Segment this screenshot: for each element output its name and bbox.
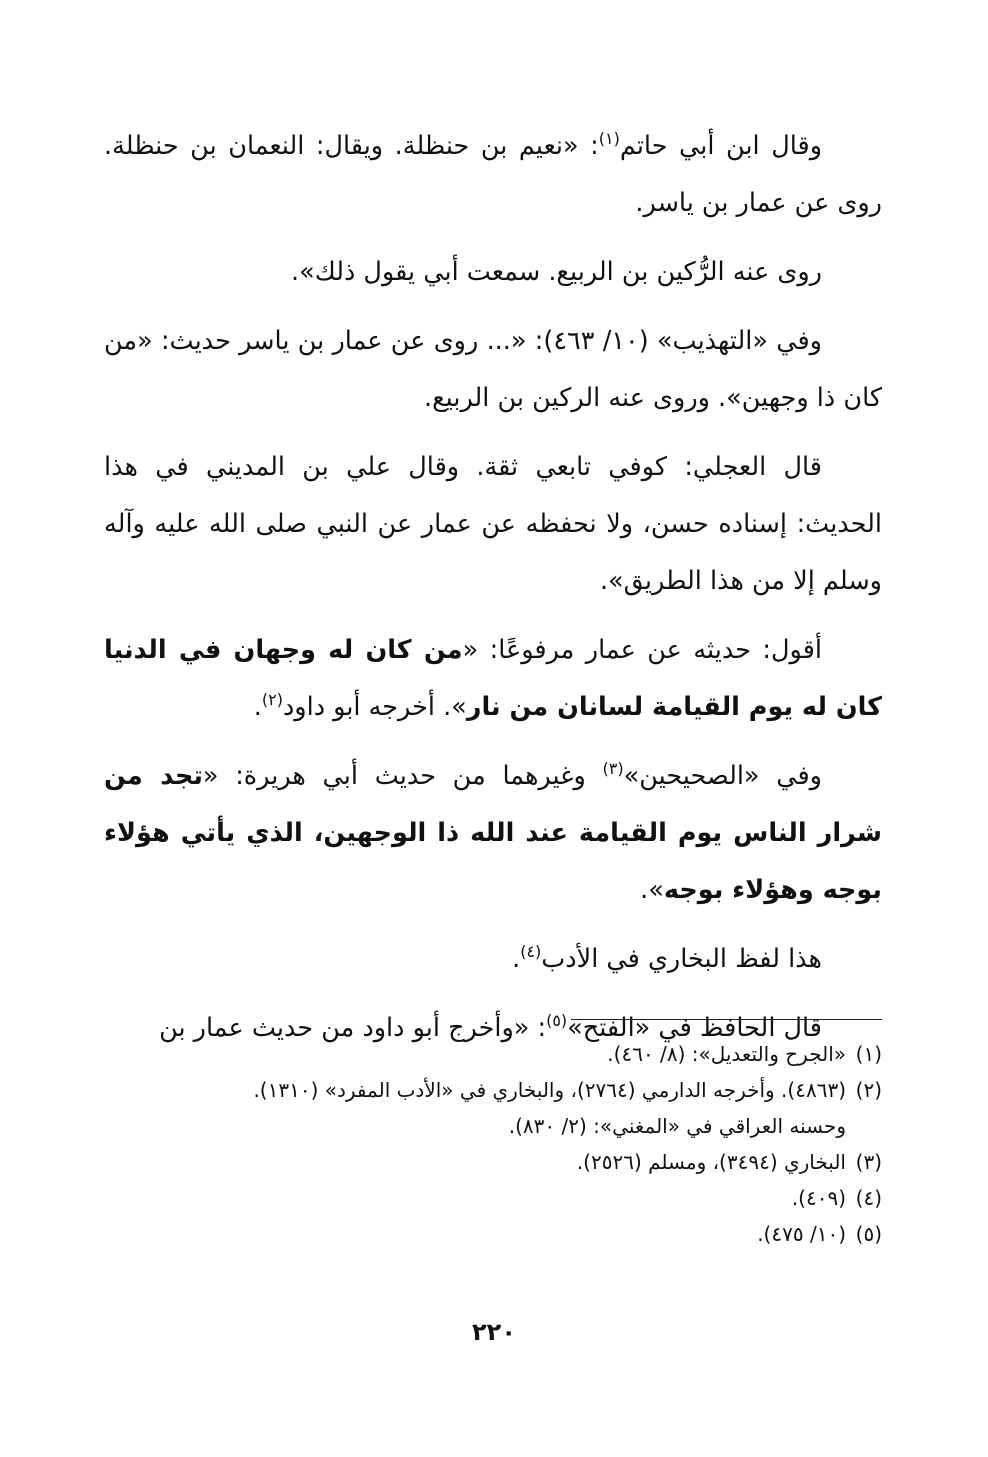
paragraph-5 <box>104 622 882 736</box>
footnote-number: (١) <box>855 1042 882 1066</box>
footnote-text: (٤٠٩). <box>791 1186 846 1210</box>
paragraph-6 <box>104 748 882 919</box>
paragraph-1 <box>104 118 882 232</box>
text-span: : «نعيم بن حنظلة. ويقال: النعمان بن حنظلة. روى عن عمار بن ياسر. <box>104 131 882 218</box>
text-span: . <box>253 692 262 722</box>
footnote-4 <box>104 1180 882 1216</box>
footnote-ref-2: (٢) <box>261 690 283 709</box>
text-span: قال الحافظ في «الفتح» <box>567 1013 822 1043</box>
hadith-text-bold: تجد من شرار الناس يوم القيامة عند الله ذا الوجهين، الذي يأتي هؤلاء بوجه وهؤلاء بوجه <box>104 761 882 905</box>
footnote-number: (٢) <box>855 1078 882 1102</box>
hadith-text-bold: من كان له وجهان في الدنيا كان له يوم القيامة لسانان من نار <box>104 635 882 722</box>
footnote-2 <box>104 1072 882 1144</box>
footnote-ref-4: (٤) <box>520 942 542 961</box>
paragraph-4: قال العجلي: كوفي تابعي ثقة. وقال علي بن المديني في هذا الحديث: إسناده حسن، ولا نحفظه عن عمار عن النبي صلى الله عليه وآله وسلم إلا من هذا الطريق». <box>104 452 882 596</box>
footnote-number: (٥) <box>855 1222 882 1246</box>
main-text <box>104 118 882 1069</box>
footnote-text: (٤٨٦٣). وأخرجه الدارمي (٢٧٦٤)، والبخاري في «الأدب المفرد» (١٣١٠). <box>253 1078 846 1102</box>
footnote-number: (٤) <box>855 1186 882 1210</box>
footnote-text-continued: وحسنه العراقي في «المغني»: (٢/ ٨٣٠). <box>508 1114 846 1138</box>
text-span: ». أخرجه أبو داود <box>282 692 467 722</box>
footnote-text: «الجرح والتعديل»: (٨/ ٤٦٠). <box>607 1042 846 1066</box>
text-span: ». <box>640 875 664 905</box>
footnote-5 <box>104 1216 882 1252</box>
footnote-ref-1: (١) <box>598 129 620 148</box>
text-span: هذا لفظ البخاري في الأدب <box>541 944 822 974</box>
footnote-3 <box>104 1144 882 1180</box>
paragraph-2: روى عنه الرُّكين بن الربيع. سمعت أبي يقول ذلك». <box>291 257 822 287</box>
paragraph-7 <box>104 931 882 988</box>
paragraph-3: وفي «التهذيب» (١٠/ ٤٦٣): «... روى عن عمار بن ياسر حديث: «من كان ذا وجهين». وروى عنه الركين بن الربيع. <box>104 326 882 413</box>
footnote-ref-5: (٥) <box>546 1011 568 1030</box>
footnotes <box>104 1036 882 1252</box>
footnote-separator <box>571 1019 882 1020</box>
footnote-text: (١٠/ ٤٧٥). <box>757 1222 846 1246</box>
footnote-ref-3: (٣) <box>602 759 624 778</box>
text-span: . <box>512 944 521 974</box>
footnote-text: البخاري (٣٤٩٤)، ومسلم (٢٥٢٦). <box>576 1150 846 1174</box>
text-span: أقول: حديثه عن عمار مرفوعًا: « <box>462 635 822 665</box>
text-span: وغيرهما من حديث أبي هريرة: « <box>202 761 603 791</box>
text-span: : «وأخرج أبو داود من حديث عمار بن <box>159 1013 547 1043</box>
footnote-number: (٣) <box>855 1150 882 1174</box>
page-number: ٢٢٠ <box>472 1318 516 1346</box>
footnote-1 <box>104 1036 882 1072</box>
text-span: وقال ابن أبي حاتم <box>619 131 823 161</box>
text-span: وفي «الصحيحين» <box>623 761 822 791</box>
